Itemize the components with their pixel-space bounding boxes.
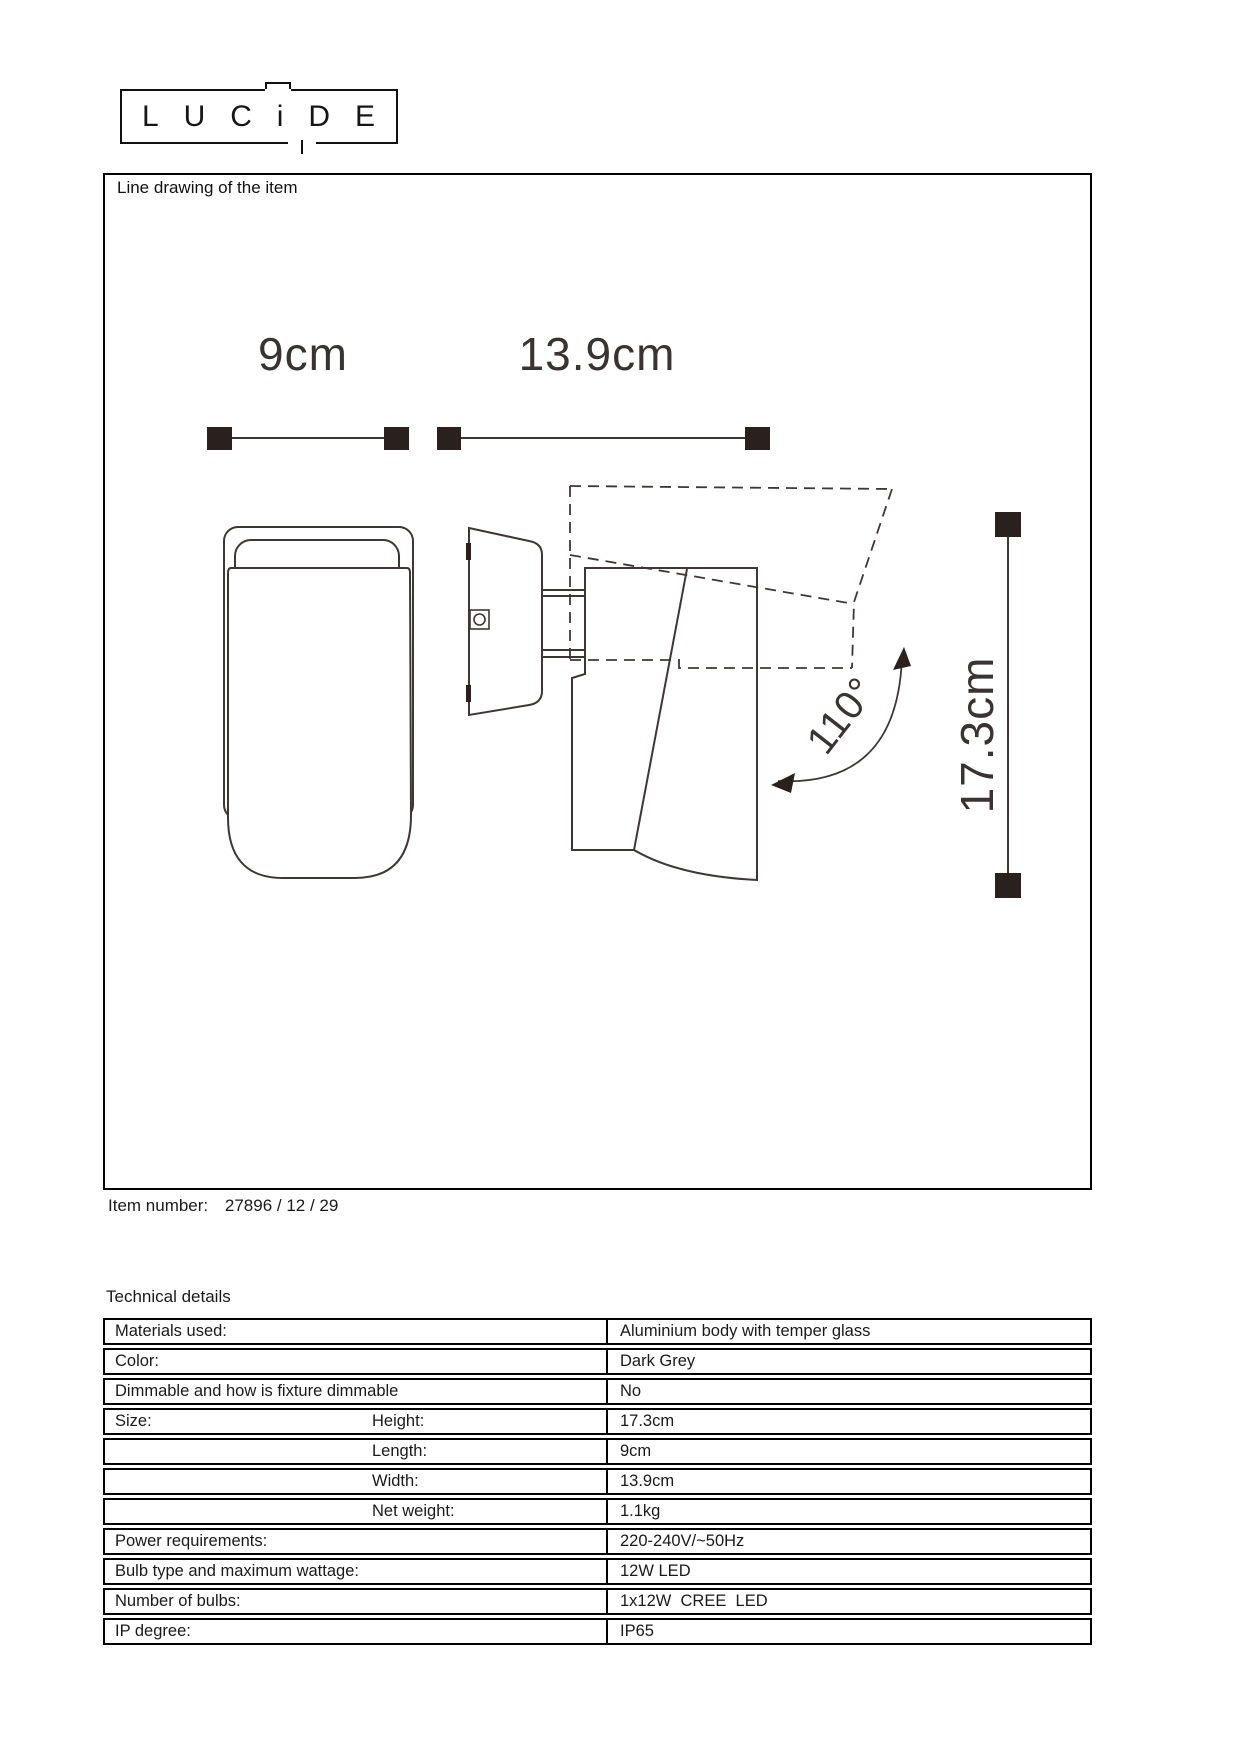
row-label: Bulb type and maximum wattage: bbox=[115, 1562, 359, 1580]
dim-label-9cm: 9cm bbox=[258, 328, 348, 380]
item-number-value: 27896 / 12 / 29 bbox=[224, 1196, 339, 1215]
technical-details-heading: Technical details bbox=[106, 1287, 231, 1306]
table-row bbox=[103, 1378, 1092, 1405]
row-value: Aluminium body with temper glass bbox=[620, 1322, 871, 1340]
logo-bottom-tick bbox=[301, 140, 303, 154]
front-view bbox=[224, 527, 413, 878]
lucide-logo bbox=[120, 89, 398, 144]
row-value: 9cm bbox=[620, 1442, 652, 1460]
row-sublabel: Length: bbox=[372, 1442, 428, 1460]
row-label: Size: bbox=[115, 1412, 152, 1430]
table-row bbox=[103, 1528, 1092, 1555]
row-value: Dark Grey bbox=[620, 1352, 696, 1370]
row-label: Number of bulbs: bbox=[115, 1592, 241, 1610]
table-row bbox=[103, 1438, 1092, 1465]
table-row bbox=[103, 1318, 1092, 1345]
row-label: IP degree: bbox=[115, 1622, 191, 1640]
row-sublabel: Height: bbox=[372, 1412, 425, 1430]
row-value: 13.9cm bbox=[620, 1472, 675, 1490]
row-value: 1x12W CREE LED bbox=[620, 1592, 768, 1610]
logo-letter: C bbox=[230, 99, 253, 133]
dim-label-110deg: 110° bbox=[798, 669, 885, 763]
row-value: 12W LED bbox=[620, 1562, 691, 1580]
logo-letter: L bbox=[142, 99, 160, 133]
table-row bbox=[103, 1588, 1092, 1615]
item-number bbox=[108, 1196, 338, 1216]
logo-letter: i bbox=[276, 99, 285, 133]
table-row bbox=[103, 1348, 1092, 1375]
table-row bbox=[103, 1498, 1092, 1525]
table-row bbox=[103, 1468, 1092, 1495]
logo-letter: U bbox=[183, 99, 207, 133]
row-value: No bbox=[620, 1382, 642, 1400]
dimension-13-9cm bbox=[437, 427, 770, 450]
dim-label-13-9cm: 13.9cm bbox=[518, 328, 676, 380]
dimension-9cm bbox=[207, 427, 409, 450]
logo-letter: D bbox=[308, 99, 332, 133]
table-row bbox=[103, 1618, 1092, 1645]
row-label: Dimmable and how is fixture dimmable bbox=[115, 1382, 399, 1400]
row-value: 17.3cm bbox=[620, 1412, 675, 1430]
table-row bbox=[103, 1408, 1092, 1435]
item-number-label: Item number: bbox=[108, 1196, 209, 1215]
logo-letters bbox=[122, 91, 396, 142]
row-label: Color: bbox=[115, 1352, 160, 1370]
row-value: 220-240V/~50Hz bbox=[620, 1532, 745, 1550]
dim-label-17-3cm: 17.3cm bbox=[951, 656, 1003, 814]
panel-title: Line drawing of the item bbox=[117, 178, 298, 197]
row-value: 1.1kg bbox=[620, 1502, 661, 1520]
line-drawing-panel bbox=[103, 173, 1092, 1190]
technical-details-table bbox=[103, 1318, 1092, 1648]
row-label: Power requirements: bbox=[115, 1532, 268, 1550]
table-row bbox=[103, 1558, 1092, 1585]
row-sublabel: Width: bbox=[372, 1472, 419, 1490]
row-sublabel: Net weight: bbox=[372, 1502, 455, 1520]
logo-letter: E bbox=[354, 99, 376, 133]
row-value: IP65 bbox=[620, 1622, 654, 1640]
row-label: Materials used: bbox=[115, 1322, 227, 1340]
